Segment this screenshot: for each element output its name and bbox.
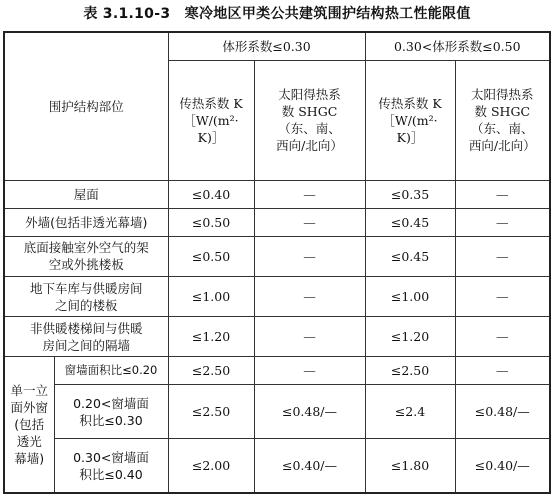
cell-k2: ≤0.45 xyxy=(365,236,455,276)
cell-s2: — xyxy=(455,276,550,316)
cell-s2: — xyxy=(455,357,550,385)
header-group-2: 0.30<体形系数≤0.50 xyxy=(365,32,550,60)
table-row xyxy=(4,236,550,276)
table-row xyxy=(4,439,550,493)
row-label: 底面接触室外空气的架 空或外挑楼板 xyxy=(4,236,168,276)
cell-k2: ≤0.35 xyxy=(365,180,455,208)
row-label: 非供暖楼梯间与供暖 房间之间的隔墙 xyxy=(4,317,168,357)
cell-k1: ≤2.50 xyxy=(168,357,254,385)
row-label: 外墙(包括非透光幕墙) xyxy=(4,208,168,236)
cell-s2: — xyxy=(455,208,550,236)
cell-k1: ≤1.20 xyxy=(168,317,254,357)
cell-k1: ≤0.40 xyxy=(168,180,254,208)
cell-k2: ≤2.4 xyxy=(365,385,455,439)
cell-s1: — xyxy=(254,357,365,385)
cell-s1: ≤0.48/— xyxy=(254,385,365,439)
cell-s2: ≤0.40/— xyxy=(455,439,550,493)
header-group-1: 体形系数≤0.30 xyxy=(168,32,365,60)
cell-s1: — xyxy=(254,276,365,316)
table-row xyxy=(4,385,550,439)
thermal-limits-table xyxy=(3,31,551,494)
table-title: 表 3.1.10-3 寒冷地区甲类公共建筑围护结构热工性能限值 xyxy=(83,6,471,22)
table-row xyxy=(4,357,550,385)
cell-s1: — xyxy=(254,236,365,276)
header-k-2: 传热系数 K ［W/(m²· K)］ xyxy=(365,60,455,180)
cell-k2: ≤1.80 xyxy=(365,439,455,493)
row-label: 地下车库与供暖房间 之间的楼板 xyxy=(4,276,168,316)
table-row xyxy=(4,208,550,236)
header-shgc-2: 太阳得热系 数 SHGC （东、南、 西向/北向） xyxy=(455,60,550,180)
table-row xyxy=(4,180,550,208)
cell-k1: ≤0.50 xyxy=(168,208,254,236)
header-part: 围护结构部位 xyxy=(4,32,168,180)
cell-s2: — xyxy=(455,317,550,357)
cell-s1: ≤0.40/— xyxy=(254,439,365,493)
header-shgc-1: 太阳得热系 数 SHGC （东、南、 西向/北向） xyxy=(254,60,365,180)
cell-k2: ≤1.00 xyxy=(365,276,455,316)
table-row xyxy=(4,317,550,357)
window-row-label: 0.20<窗墙面 积比≤0.30 xyxy=(54,385,168,439)
cell-s1: — xyxy=(254,180,365,208)
cell-k2: ≤1.20 xyxy=(365,317,455,357)
row-label: 屋面 xyxy=(4,180,168,208)
cell-s1: — xyxy=(254,317,365,357)
window-row-label: 0.30<窗墙面 积比≤0.40 xyxy=(54,439,168,493)
table-row xyxy=(4,276,550,316)
header-k-1: 传热系数 K ［W/(m²· K)］ xyxy=(168,60,254,180)
cell-k2: ≤0.45 xyxy=(365,208,455,236)
cell-k1: ≤2.00 xyxy=(168,439,254,493)
cell-k1: ≤2.50 xyxy=(168,385,254,439)
window-group-label: 单一立 面外窗 (包括 透光 幕墙) xyxy=(4,357,54,493)
cell-s2: ≤0.48/— xyxy=(455,385,550,439)
cell-s2: — xyxy=(455,236,550,276)
cell-s2: — xyxy=(455,180,550,208)
header-row-group xyxy=(4,32,550,60)
cell-k2: ≤2.50 xyxy=(365,357,455,385)
cell-s1: — xyxy=(254,208,365,236)
cell-k1: ≤0.50 xyxy=(168,236,254,276)
cell-k1: ≤1.00 xyxy=(168,276,254,316)
window-row-label: 窗墙面积比≤0.20 xyxy=(54,357,168,385)
